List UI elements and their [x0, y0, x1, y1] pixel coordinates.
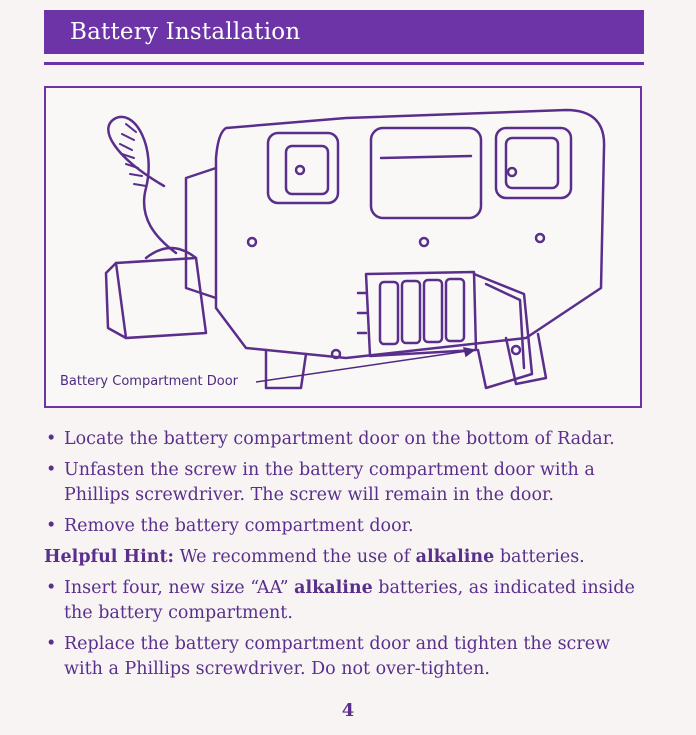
step-text: Unfasten the screw in the battery compartment door with a Phillips screwdriver. The screw will remain in the door.	[64, 460, 595, 505]
helpful-hint	[44, 545, 654, 570]
section-title: Battery Installation	[70, 19, 301, 45]
step-text: Locate the battery compartment door on the bottom of Radar.	[64, 429, 615, 449]
battery-door-callout: Battery Compartment Door	[60, 374, 238, 389]
section-header	[44, 10, 644, 54]
step-3	[44, 514, 654, 539]
hint-text: We recommend the use of	[174, 547, 416, 567]
radar-device-drawing	[46, 88, 640, 406]
step-5	[44, 632, 654, 682]
battery-illustration	[44, 86, 642, 408]
step-text: Remove the battery compartment door.	[64, 516, 414, 536]
bullet-icon: •	[46, 578, 57, 598]
bullet-icon: •	[46, 516, 57, 536]
step-2	[44, 458, 654, 508]
bullet-icon: •	[46, 460, 57, 480]
step-1	[44, 427, 654, 452]
step-text: Insert four, new size “AA”	[64, 578, 295, 598]
step-text: Replace the battery compartment door and tighten the screw with a Phillips screwdriver. Do not over-tighten.	[64, 634, 611, 679]
step-text-end: batteries, as indicated inside the battery compartment.	[64, 578, 635, 623]
hint-emphasis: alkaline	[415, 547, 495, 567]
page-number: 4	[341, 700, 355, 721]
step-4	[44, 576, 654, 626]
bullet-icon: •	[46, 634, 57, 654]
bullet-icon: •	[46, 429, 57, 449]
instructions	[44, 427, 654, 688]
hint-text-end: batteries.	[494, 547, 585, 567]
step-emphasis: alkaline	[294, 578, 373, 598]
header-divider	[44, 62, 644, 65]
hint-label: Helpful Hint:	[44, 547, 174, 567]
